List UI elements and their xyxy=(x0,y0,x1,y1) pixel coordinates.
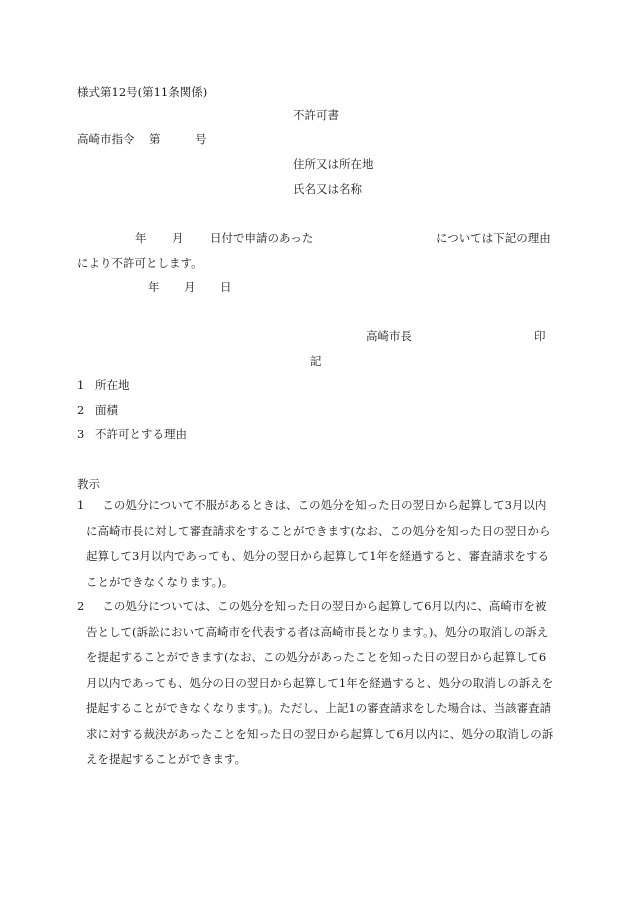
body-day-applied: 日付で申請のあった xyxy=(210,231,314,245)
date-month: 月 xyxy=(184,280,196,294)
item-number: 3 xyxy=(77,427,85,441)
issuer-seal: 印 xyxy=(534,329,546,343)
instruction-heading: 教示 xyxy=(77,477,100,491)
reference-go: 号 xyxy=(195,132,207,146)
reference-dai: 第 xyxy=(149,132,161,146)
item-label: 面積 xyxy=(95,403,118,417)
body-year: 年 xyxy=(135,231,147,245)
issuer-title: 高崎市長 xyxy=(366,329,412,343)
item-label: 不許可とする理由 xyxy=(95,427,187,441)
body-continuation: により不許可とします。 xyxy=(77,256,203,270)
reference-prefix: 高崎市指令 xyxy=(77,132,135,146)
item-number: 2 xyxy=(77,403,85,417)
body-regarding: については下記の理由 xyxy=(436,231,551,245)
form-number: 様式第12号(第11条関係) xyxy=(77,85,208,99)
clause-text: この処分について不服があるときは、この処分を知った日の翌日から起算して3月以内に高崎市長に対して審査請求をすることができます(なお、この処分を知った日の翌日から起算して3月以内であっても、処分の翌日から起算して1年を経過すると、審査請求をすることができなくなります。)。 xyxy=(86,498,551,589)
clause-number: 2 xyxy=(77,599,85,613)
instruction-clause xyxy=(77,594,557,773)
date-day: 日 xyxy=(220,280,232,294)
date-year: 年 xyxy=(148,280,160,294)
instruction-clause xyxy=(77,493,557,595)
ki-heading: 記 xyxy=(310,354,322,368)
name-label: 氏名又は名称 xyxy=(293,182,362,196)
item-number: 1 xyxy=(77,378,85,392)
address-label: 住所又は所在地 xyxy=(293,157,374,171)
clause-text: この処分については、この処分を知った日の翌日から起算して6月以内に、高崎市を被告として(訴訟において高崎市を代表する者は高崎市長となります。)、処分の取消しの訴えを提起することができます(なお、この処分があったことを知った日の翌日から起算して6月以内であっても、処分の日の翌日から起算して1年を経過すると、処分の取消しの訴えを提起することができなくなります。)。ただし、上記1の審査請求をした場合は、当該審査請求に対する裁決があったことを知った日の翌日から起算して6月以内に、処分の取消しの訴えを提起することができます。 xyxy=(86,599,554,766)
clause-number: 1 xyxy=(77,498,85,512)
document-title: 不許可書 xyxy=(293,108,339,122)
body-month: 月 xyxy=(172,231,184,245)
item-label: 所在地 xyxy=(95,378,130,392)
